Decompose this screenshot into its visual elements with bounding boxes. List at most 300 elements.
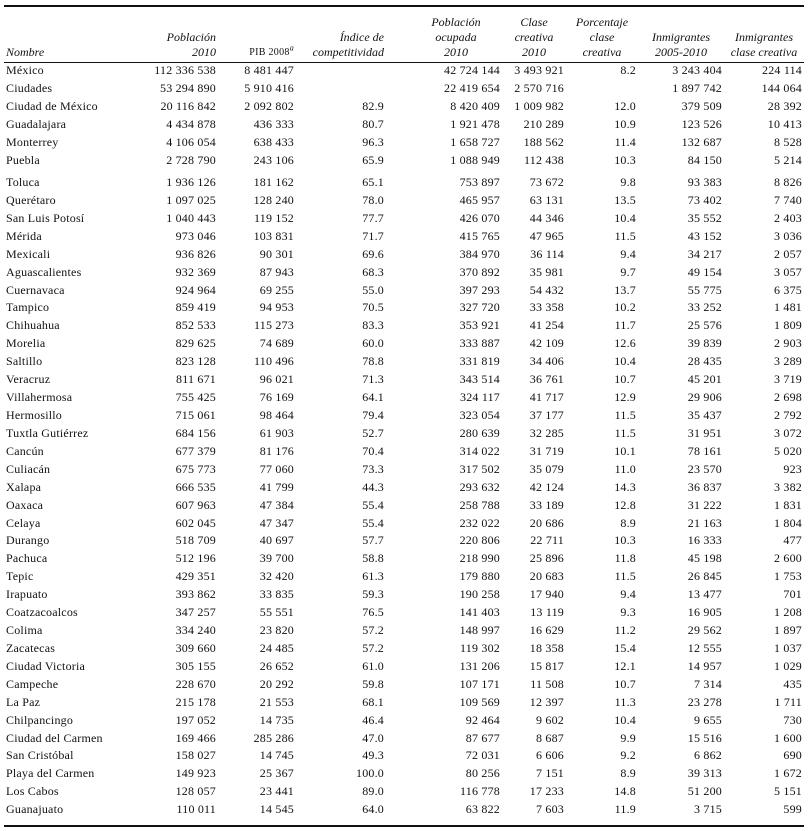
- header-line: creativa: [582, 45, 622, 59]
- cell-clase: 22 711: [530, 533, 564, 548]
- cell-ocupada: 72 031: [465, 748, 500, 763]
- table-row: [4, 604, 804, 622]
- cell-inm-clase: 1 037: [774, 640, 802, 655]
- table-row: [4, 191, 804, 209]
- cell-poblacion: 755 425: [175, 390, 216, 405]
- table-row: [4, 353, 804, 371]
- cell-ocupada: 22 419 654: [444, 81, 500, 96]
- cell-inm-clase: 1 804: [774, 515, 802, 530]
- bottom-rule: [4, 825, 804, 827]
- cell-inmigrantes: 7 314: [694, 676, 722, 691]
- table-row: [4, 407, 804, 425]
- cell-porcentaje: 9.2: [620, 748, 636, 763]
- cell-name: Playa del Carmen: [6, 766, 95, 781]
- cell-clase: 41 717: [529, 390, 564, 405]
- cell-porcentaje: 9.8: [620, 174, 636, 189]
- cell-inmigrantes: 84 150: [687, 153, 722, 168]
- cell-poblacion: 684 156: [175, 425, 216, 440]
- cell-indice: 77.7: [362, 210, 384, 225]
- header-line: Clase: [520, 15, 548, 29]
- cell-pib: 110 496: [254, 354, 294, 369]
- cell-inm-clase: 5 214: [774, 153, 802, 168]
- cell-poblacion: 149 923: [175, 766, 216, 781]
- cell-indice: 100.0: [356, 766, 384, 781]
- table-row: [4, 116, 804, 134]
- cell-name: México: [6, 63, 44, 78]
- cell-poblacion: 110 011: [176, 802, 216, 817]
- table-row: [4, 765, 804, 783]
- cell-inm-clase: 1 897: [774, 623, 802, 638]
- cell-porcentaje: 12.0: [614, 99, 636, 114]
- cell-porcentaje: 11.4: [614, 135, 636, 150]
- cell-name: Pachuca: [6, 551, 48, 566]
- statistics-table: [4, 8, 804, 819]
- cell-name: Durango: [6, 533, 50, 548]
- cell-pib: 40 697: [259, 533, 294, 548]
- cell-pib: 23 820: [259, 623, 294, 638]
- cell-inm-clase: 3 719: [774, 372, 802, 387]
- cell-clase: 33 189: [529, 497, 564, 512]
- cell-ocupada: 370 892: [459, 264, 500, 279]
- cell-indice: 70.4: [362, 443, 384, 458]
- table-row: [4, 335, 804, 353]
- cell-poblacion: 347 257: [175, 605, 216, 620]
- cell-ocupada: 119 302: [460, 640, 500, 655]
- table-row: [4, 442, 804, 460]
- cell-pib: 24 485: [259, 640, 294, 655]
- cell-clase: 9 602: [536, 712, 564, 727]
- cell-poblacion: 715 061: [175, 407, 216, 422]
- cell-clase: 37 177: [529, 407, 564, 422]
- cell-ocupada: 87 677: [465, 730, 500, 745]
- cell-inm-clase: 1 753: [774, 569, 802, 584]
- cell-name: Aguascalientes: [6, 264, 82, 279]
- cell-pib: 96 021: [259, 372, 294, 387]
- cell-indice: 82.9: [362, 99, 384, 114]
- cell-ocupada: 107 171: [459, 676, 500, 691]
- header-pib: [218, 8, 296, 62]
- cell-inmigrantes: 36 837: [687, 479, 722, 494]
- cell-inmigrantes: 9 655: [694, 712, 722, 727]
- cell-clase: 7 151: [536, 766, 564, 781]
- cell-name: Tuxtla Gutiérrez: [6, 425, 89, 440]
- cell-porcentaje: 10.4: [614, 712, 636, 727]
- cell-poblacion: 112 336 538: [154, 63, 216, 78]
- cell-ocupada: 190 258: [459, 587, 500, 602]
- table-row: [4, 568, 804, 586]
- header-nombre-label: Nombre: [6, 45, 45, 59]
- cell-poblacion: 128 057: [175, 784, 216, 799]
- cell-pib: 26 652: [259, 658, 294, 673]
- cell-poblacion: 197 052: [175, 712, 216, 727]
- cell-name: Coatzacoalcos: [6, 605, 78, 620]
- cell-pib: 25 367: [259, 766, 294, 781]
- cell-poblacion: 666 535: [175, 479, 216, 494]
- cell-ocupada: 753 897: [459, 174, 500, 189]
- cell-inm-clase: 2 057: [774, 246, 802, 261]
- cell-poblacion: 829 625: [175, 336, 216, 351]
- cell-ocupada: 109 569: [459, 694, 500, 709]
- header-line: Inmigrantes: [735, 30, 793, 44]
- cell-inmigrantes: 16 333: [687, 533, 722, 548]
- cell-pib: 33 835: [259, 587, 294, 602]
- cell-porcentaje: 12.8: [614, 497, 636, 512]
- cell-ocupada: 1 088 949: [450, 153, 500, 168]
- cell-name: Ciudad Victoria: [6, 658, 86, 673]
- cell-clase: 188 562: [523, 135, 564, 150]
- table-header: [4, 8, 804, 62]
- cell-poblacion: 393 862: [175, 587, 216, 602]
- cell-pib: 87 943: [259, 264, 294, 279]
- cell-clase: 36 114: [530, 246, 564, 261]
- cell-indice: 52.7: [362, 425, 384, 440]
- cell-inmigrantes: 45 201: [687, 372, 722, 387]
- cell-inmigrantes: 51 200: [687, 784, 722, 799]
- cell-clase: 32 285: [529, 425, 564, 440]
- top-rule: [4, 5, 804, 7]
- cell-poblacion: 512 196: [175, 551, 216, 566]
- cell-porcentaje: 13.5: [614, 192, 636, 207]
- cell-poblacion: 932 369: [175, 264, 216, 279]
- cell-name: Irapuato: [6, 587, 48, 602]
- cell-inmigrantes: 39 313: [687, 766, 722, 781]
- cell-poblacion: 677 379: [175, 443, 216, 458]
- cell-poblacion: 2 728 790: [166, 153, 216, 168]
- cell-clase: 12 397: [529, 694, 564, 709]
- cell-indice: 58.8: [362, 551, 384, 566]
- cell-clase: 42 124: [529, 479, 564, 494]
- cell-ocupada: 80 256: [465, 766, 500, 781]
- cell-clase: 17 233: [529, 784, 564, 799]
- cell-porcentaje: [566, 80, 638, 98]
- cell-clase: 35 079: [529, 461, 564, 476]
- cell-inm-clase: 1 711: [774, 694, 802, 709]
- cell-pib: 69 255: [259, 282, 294, 297]
- cell-porcentaje: 12.6: [614, 336, 636, 351]
- cell-name: Mexicali: [6, 246, 51, 261]
- cell-pib: 5 910 416: [244, 81, 294, 96]
- cell-inmigrantes: 93 383: [687, 174, 722, 189]
- table-row: [4, 532, 804, 550]
- cell-name: Ciudad de México: [6, 99, 98, 114]
- cell-pib: 23 441: [259, 784, 294, 799]
- cell-clase: 33 358: [529, 300, 564, 315]
- cell-inmigrantes: 132 687: [681, 135, 722, 150]
- cell-indice: 80.7: [362, 117, 384, 132]
- cell-ocupada: 179 880: [459, 569, 500, 584]
- cell-porcentaje: 8.9: [620, 766, 636, 781]
- table-row: [4, 317, 804, 335]
- cell-pib: 94 953: [259, 300, 294, 315]
- cell-inm-clase: 2 403: [774, 210, 802, 225]
- cell-indice: 79.4: [362, 407, 384, 422]
- cell-name: Cuernavaca: [6, 282, 65, 297]
- cell-porcentaje: 10.7: [614, 372, 636, 387]
- cell-clase: 44 346: [529, 210, 564, 225]
- cell-name: Hermosillo: [6, 407, 62, 422]
- cell-pib: 47 384: [259, 497, 294, 512]
- header-line: Población: [431, 15, 481, 29]
- cell-pib: 14 545: [259, 802, 294, 817]
- header-line: creativa: [514, 30, 554, 44]
- cell-pib: 77 060: [259, 461, 294, 476]
- cell-name: San Luis Potosí: [6, 210, 85, 225]
- cell-ocupada: 220 806: [459, 533, 500, 548]
- table-row: [4, 496, 804, 514]
- cell-name: Guanajuato: [6, 802, 64, 817]
- cell-porcentaje: 13.7: [614, 282, 636, 297]
- cell-inm-clase: 2 792: [774, 407, 802, 422]
- cell-porcentaje: 9.4: [620, 246, 636, 261]
- cell-clase: 63 131: [529, 192, 564, 207]
- cell-clase: 6 606: [536, 748, 564, 763]
- cell-ocupada: 258 788: [459, 497, 500, 512]
- cell-inmigrantes: 23 278: [687, 694, 722, 709]
- cell-poblacion: 334 240: [175, 623, 216, 638]
- cell-ocupada: 1 658 727: [450, 135, 500, 150]
- cell-ocupada: 280 639: [459, 425, 500, 440]
- cell-name: Guadalajara: [6, 117, 67, 132]
- cell-indice: 83.3: [362, 318, 384, 333]
- cell-porcentaje: 14.3: [614, 479, 636, 494]
- cell-pib: 103 831: [253, 228, 294, 243]
- cell-poblacion: 811 671: [176, 372, 216, 387]
- cell-pib: 39 700: [259, 551, 294, 566]
- cell-ocupada: 92 464: [465, 712, 500, 727]
- cell-name: Colima: [6, 623, 43, 638]
- cell-name: Saltillo: [6, 354, 43, 369]
- cell-inmigrantes: 26 845: [687, 569, 722, 584]
- cell-ocupada: 116 778: [460, 784, 500, 799]
- cell-ocupada: 314 022: [459, 443, 500, 458]
- cell-name: La Paz: [6, 694, 41, 709]
- cell-indice: 49.3: [362, 748, 384, 763]
- cell-inm-clase: 3 036: [774, 228, 802, 243]
- cell-indice: 55.4: [362, 497, 384, 512]
- cell-indice: [296, 80, 386, 98]
- cell-clase: 36 761: [529, 372, 564, 387]
- cell-indice: 61.0: [362, 658, 384, 673]
- cell-name: San Cristóbal: [6, 748, 74, 763]
- cell-pib: 61 903: [259, 425, 294, 440]
- table-row: [4, 801, 804, 819]
- cell-pib: 14 735: [259, 712, 294, 727]
- cell-poblacion: 973 046: [175, 228, 216, 243]
- cell-indice: 55.4: [362, 515, 384, 530]
- cell-inmigrantes: 14 957: [687, 658, 722, 673]
- cell-poblacion: 53 294 890: [160, 81, 216, 96]
- cell-porcentaje: 11.7: [614, 318, 636, 333]
- cell-inmigrantes: 21 163: [687, 515, 722, 530]
- cell-pib: 47 347: [259, 515, 294, 530]
- cell-pib: 98 464: [259, 407, 294, 422]
- cell-clase: 16 629: [529, 623, 564, 638]
- table-row: [4, 675, 804, 693]
- cell-name: Culiacán: [6, 461, 51, 476]
- table-row: [4, 729, 804, 747]
- cell-porcentaje: 10.1: [614, 443, 636, 458]
- cell-indice: 68.3: [362, 264, 384, 279]
- cell-poblacion: 429 351: [175, 569, 216, 584]
- cell-inm-clase: 5 020: [774, 443, 802, 458]
- cell-ocupada: 324 117: [460, 390, 500, 405]
- cell-indice: 71.3: [362, 372, 384, 387]
- cell-clase: 2 570 716: [514, 81, 564, 96]
- header-clase: [502, 8, 566, 62]
- cell-name: Xalapa: [6, 479, 42, 494]
- cell-poblacion: 1 040 443: [166, 210, 216, 225]
- cell-ocupada: 1 921 478: [450, 117, 500, 132]
- cell-inm-clase: 923: [783, 461, 802, 476]
- cell-inmigrantes: 1 897 742: [672, 81, 722, 96]
- header-line: 2010: [522, 45, 546, 59]
- cell-porcentaje: 10.9: [614, 117, 636, 132]
- cell-inm-clase: 1 831: [774, 497, 802, 512]
- cell-pib: 128 240: [253, 192, 294, 207]
- cell-pib: 55 551: [259, 605, 294, 620]
- cell-poblacion: 1 097 025: [166, 192, 216, 207]
- cell-inm-clase: 3 072: [774, 425, 802, 440]
- cell-porcentaje: 11.5: [614, 425, 636, 440]
- cell-clase: 18 358: [529, 640, 564, 655]
- table-row: [4, 747, 804, 765]
- cell-name: Ciudades: [6, 81, 53, 96]
- cell-inm-clase: 3 382: [774, 479, 802, 494]
- cell-inmigrantes: 16 905: [687, 605, 722, 620]
- cell-porcentaje: 11.8: [614, 551, 636, 566]
- cell-poblacion: 852 533: [175, 318, 216, 333]
- table-row: [4, 424, 804, 442]
- cell-pib: 119 152: [254, 210, 294, 225]
- cell-inmigrantes: 6 862: [694, 748, 722, 763]
- cell-clase: 42 109: [529, 336, 564, 351]
- cell-inmigrantes: 23 570: [687, 461, 722, 476]
- header-line: clase creativa: [730, 45, 798, 59]
- header-poblacion: [124, 8, 218, 62]
- header-line: 2010: [444, 45, 468, 59]
- cell-name: Morelia: [6, 336, 46, 351]
- header-line: Población: [166, 30, 216, 44]
- cell-ocupada: 218 990: [459, 551, 500, 566]
- cell-porcentaje: 10.4: [614, 210, 636, 225]
- cell-indice: 64.1: [362, 390, 384, 405]
- cell-ocupada: 327 720: [459, 300, 500, 315]
- cell-pib: 74 689: [259, 336, 294, 351]
- cell-pib: 90 301: [259, 246, 294, 261]
- header-line: clase: [589, 30, 615, 44]
- cell-name: Villahermosa: [6, 390, 73, 405]
- cell-name: Tepic: [6, 569, 34, 584]
- cell-porcentaje: 9.7: [620, 264, 636, 279]
- cell-pib: 81 176: [259, 443, 294, 458]
- cell-indice: 71.7: [362, 228, 384, 243]
- cell-clase: 7 603: [536, 802, 564, 817]
- cell-indice: 78.0: [362, 192, 384, 207]
- cell-inmigrantes: 13 477: [687, 587, 722, 602]
- cell-name: Ciudad del Carmen: [6, 730, 103, 745]
- cell-ocupada: 331 819: [459, 354, 500, 369]
- table-row: [4, 80, 804, 98]
- cell-name: Chilpancingo: [6, 712, 74, 727]
- cell-poblacion: 1 936 126: [166, 174, 216, 189]
- table-row: [4, 693, 804, 711]
- table-body: [4, 62, 804, 819]
- cell-inmigrantes: 31 951: [687, 425, 722, 440]
- cell-poblacion: 169 466: [175, 730, 216, 745]
- cell-name: Cancún: [6, 443, 44, 458]
- cell-inmigrantes: 28 435: [687, 354, 722, 369]
- cell-porcentaje: 11.3: [614, 694, 636, 709]
- cell-inm-clase: 7 740: [774, 192, 802, 207]
- cell-indice: 64.0: [362, 802, 384, 817]
- header-nombre: [4, 8, 124, 62]
- cell-clase: 3 493 921: [514, 63, 564, 78]
- footnote-marker: a: [289, 43, 294, 53]
- cell-pib: 20 292: [259, 676, 294, 691]
- cell-ocupada: 343 514: [459, 372, 500, 387]
- cell-ocupada: 42 724 144: [444, 63, 500, 78]
- cell-poblacion: 518 709: [175, 533, 216, 548]
- cell-ocupada: 232 022: [459, 515, 500, 530]
- table-row: [4, 263, 804, 281]
- table-row: [4, 711, 804, 729]
- cell-porcentaje: 9.9: [620, 730, 636, 745]
- header-inm-clase: [724, 8, 804, 62]
- cell-indice: 70.5: [362, 300, 384, 315]
- cell-inmigrantes: 45 198: [687, 551, 722, 566]
- cell-poblacion: 305 155: [175, 658, 216, 673]
- table-row: [4, 299, 804, 317]
- cell-clase: 34 406: [529, 354, 564, 369]
- cell-inmigrantes: 43 152: [687, 228, 722, 243]
- cell-pib: 181 162: [253, 174, 294, 189]
- cell-poblacion: 215 178: [175, 694, 216, 709]
- cell-porcentaje: 8.2: [620, 63, 636, 78]
- cell-indice: 61.3: [362, 569, 384, 584]
- cell-name: Toluca: [6, 174, 40, 189]
- cell-ocupada: 353 921: [459, 318, 500, 333]
- cell-indice: 46.4: [362, 712, 384, 727]
- cell-clase: 35 981: [529, 264, 564, 279]
- table-row: [4, 514, 804, 532]
- cell-porcentaje: 14.8: [614, 784, 636, 799]
- cell-ocupada: 465 957: [459, 192, 500, 207]
- table-row: [4, 640, 804, 658]
- cell-ocupada: 323 054: [459, 407, 500, 422]
- cell-pib: 243 106: [253, 153, 294, 168]
- cell-ocupada: 293 632: [459, 479, 500, 494]
- cell-indice: 68.1: [362, 694, 384, 709]
- cell-inm-clase: 701: [783, 587, 802, 602]
- cell-inm-clase: 144 064: [761, 81, 802, 96]
- cell-inm-clase: 1 029: [774, 658, 802, 673]
- cell-poblacion: 4 434 878: [166, 117, 216, 132]
- cell-poblacion: 602 045: [175, 515, 216, 530]
- cell-inmigrantes: 55 775: [687, 282, 722, 297]
- cell-porcentaje: 9.4: [620, 587, 636, 602]
- header-line: 2010: [192, 45, 216, 59]
- cell-inmigrantes: 15 516: [687, 730, 722, 745]
- cell-inm-clase: 2 903: [774, 336, 802, 351]
- table-row: [4, 389, 804, 407]
- cell-clase: 41 254: [529, 318, 564, 333]
- cell-clase: 210 289: [523, 117, 564, 132]
- header-line: Porcentaje: [575, 15, 629, 29]
- cell-inm-clase: 1 600: [774, 730, 802, 745]
- table-row: [4, 281, 804, 299]
- cell-ocupada: 148 997: [459, 623, 500, 638]
- table-row: [4, 657, 804, 675]
